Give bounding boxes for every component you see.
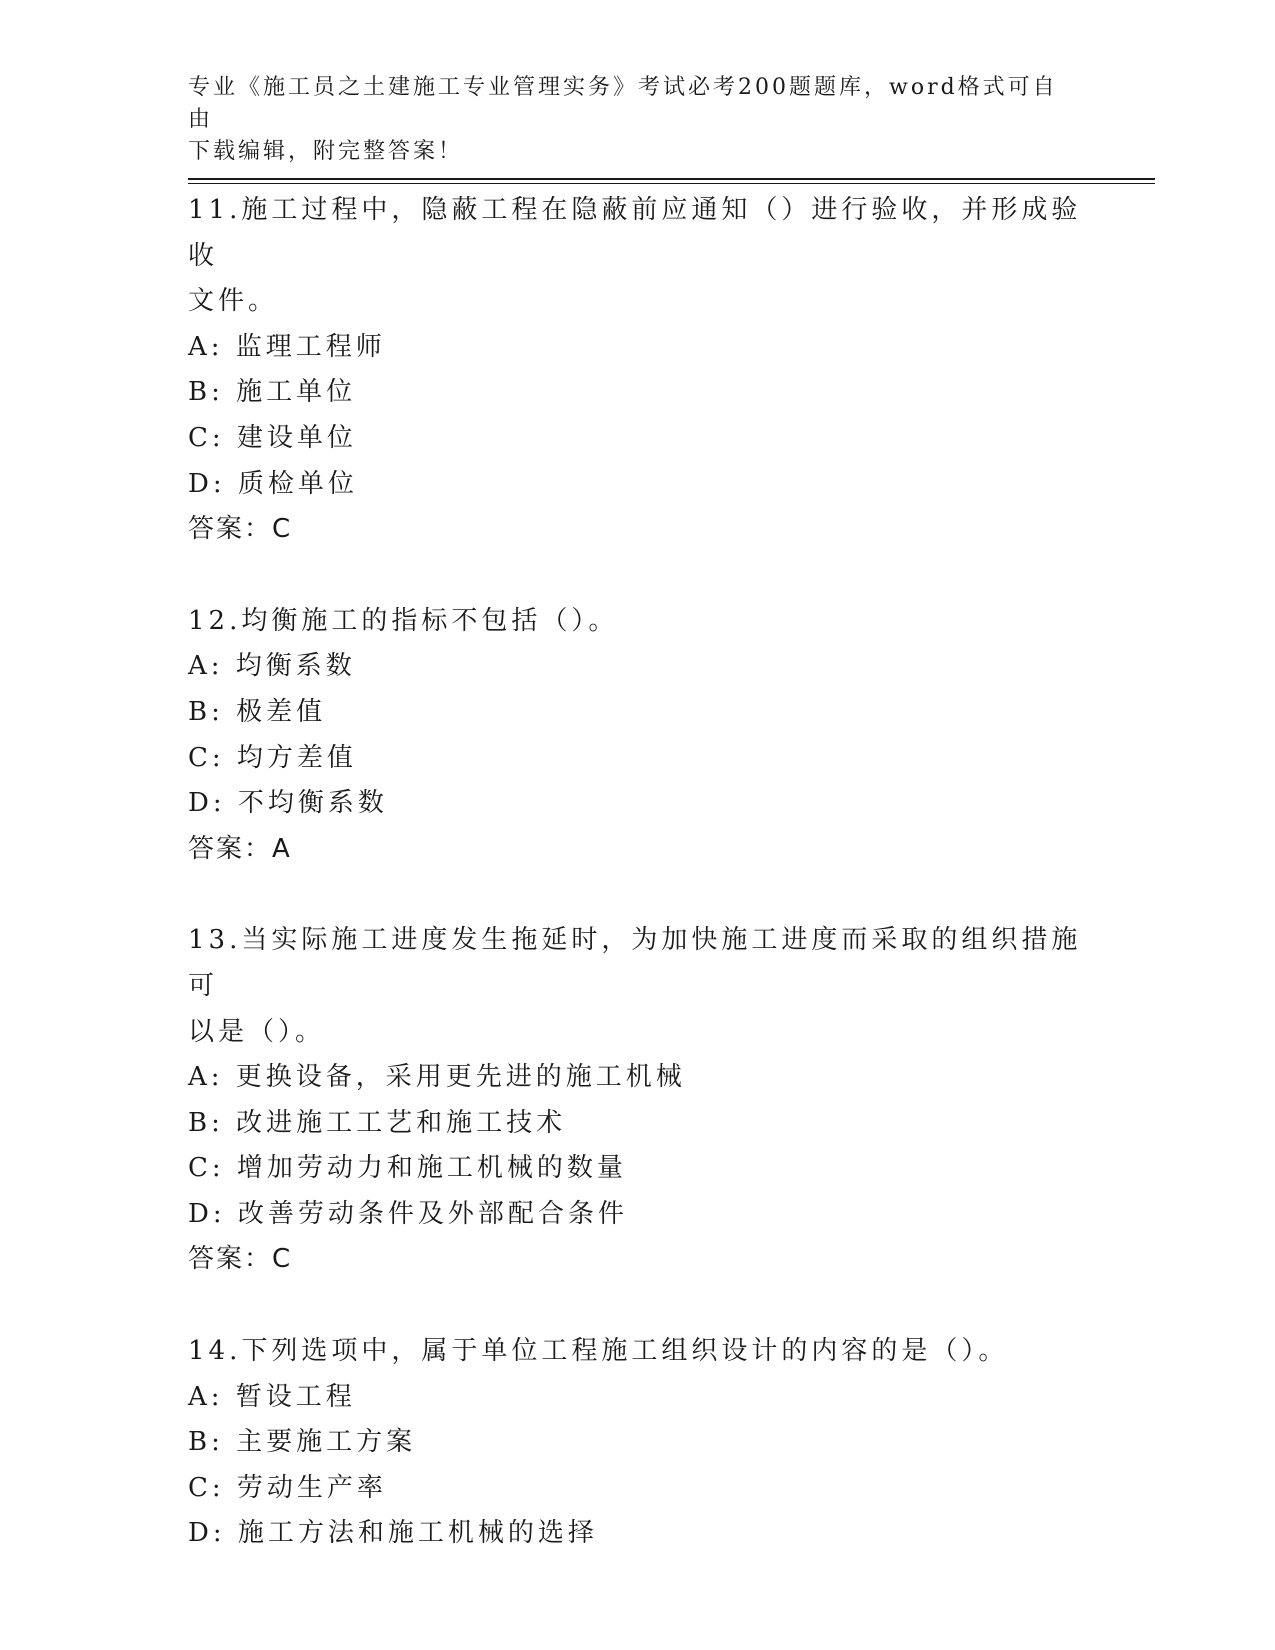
question-stem-line-1: 11.施工过程中，隐蔽工程在隐蔽前应通知（）进行验收，并形成验收 [188, 195, 1082, 271]
question-14 [188, 1329, 1088, 1557]
option-b: B: 施工单位 [188, 377, 357, 408]
option-b: B: 改进施工工艺和施工技术 [188, 1107, 567, 1138]
option-a: A: 均衡系数 [188, 651, 356, 682]
header-divider-thin [188, 183, 1155, 184]
option-c: C: 建设单位 [188, 422, 357, 453]
option-a: A: 更换设备，采用更先进的施工机械 [188, 1062, 686, 1093]
option-b: B: 主要施工方案 [188, 1427, 417, 1458]
option-c: C: 均方差值 [188, 742, 357, 773]
question-13 [188, 918, 1088, 1283]
question-list [188, 188, 1088, 1603]
option-d: D: 改善劳动条件及外部配合条件 [188, 1198, 628, 1229]
option-b: B: 极差值 [188, 696, 327, 727]
option-a: A: 暂设工程 [188, 1381, 356, 1412]
answer: 答案：C [188, 514, 293, 545]
option-d: D: 质检单位 [188, 468, 358, 499]
option-a: A: 监理工程师 [188, 331, 386, 362]
option-d: D: 施工方法和施工机械的选择 [188, 1518, 598, 1549]
answer: 答案：C [188, 1244, 293, 1275]
question-stem-line-2: 文件。 [188, 286, 279, 317]
header-divider-thick [188, 178, 1155, 180]
option-d: D: 不均衡系数 [188, 788, 388, 819]
option-c: C: 劳动生产率 [188, 1472, 387, 1503]
question-12 [188, 599, 1088, 873]
document-header [188, 72, 1068, 168]
header-line-2: 下载编辑，附完整答案！ [188, 139, 464, 164]
option-c: C: 增加劳动力和施工机械的数量 [188, 1153, 627, 1184]
question-stem-line-1: 12.均衡施工的指标不包括（）。 [188, 605, 619, 636]
question-stem-line-2: 以是（）。 [188, 1016, 326, 1047]
question-11 [188, 188, 1088, 553]
header-line-1: 专业《施工员之土建施工专业管理实务》考试必考200题题库，word格式可自由 [188, 75, 1058, 132]
answer: 答案：A [188, 833, 292, 864]
question-stem-line-1: 14.下列选项中，属于单位工程施工组织设计的内容的是（）。 [188, 1336, 1009, 1367]
question-stem-line-1: 13.当实际施工进度发生拖延时，为加快施工进度而采取的组织措施可 [188, 925, 1082, 1001]
